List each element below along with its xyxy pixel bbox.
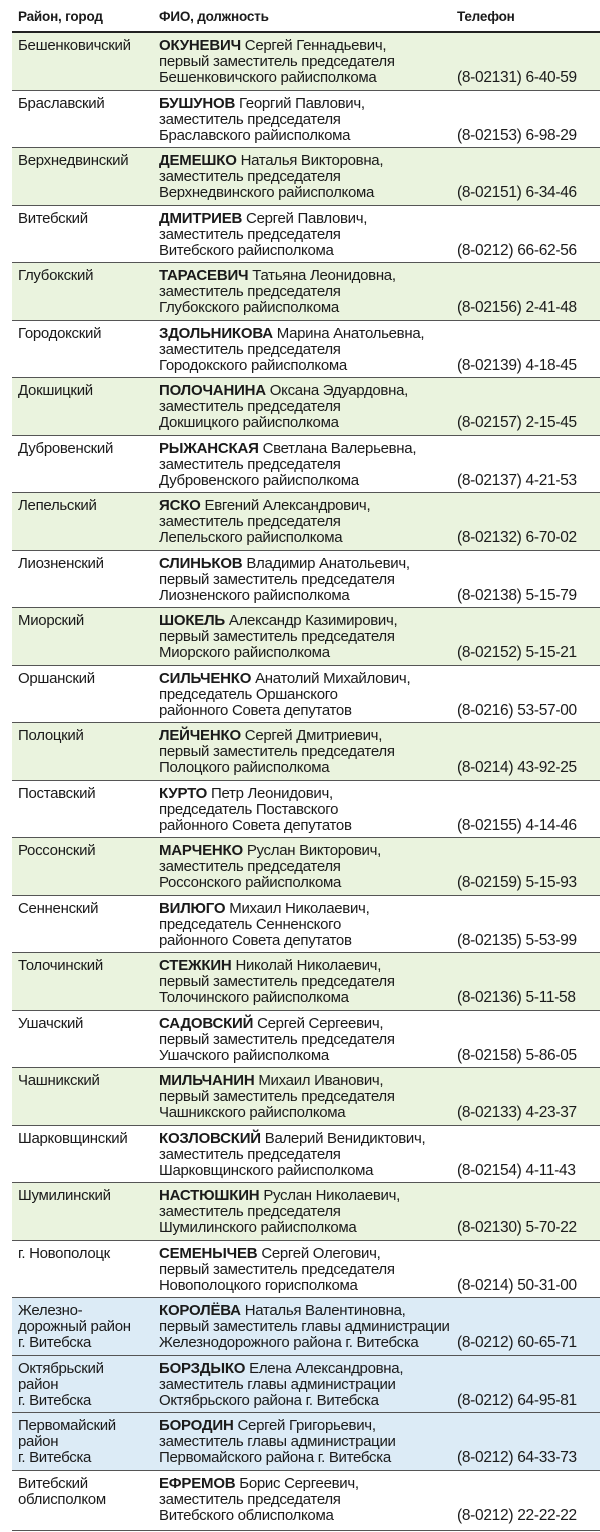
position-line-2: Лиозненского райисполкома	[159, 586, 350, 604]
person-name: БУШУНОВ Георгий Павлович,	[159, 94, 365, 112]
table-row	[12, 1241, 600, 1299]
area-cell: Браславский	[18, 94, 105, 112]
person-name: МАРЧЕНКО Руслан Викторович,	[159, 842, 381, 859]
surname: БОРЗДЫКО	[159, 1359, 246, 1377]
position-line-1: председатель Оршанского	[159, 685, 338, 703]
position-line-2: Миорского райисполкома	[159, 644, 330, 661]
position-line-1: заместитель председателя	[159, 513, 341, 530]
given-names: Николай Николаевич	[235, 957, 378, 974]
area-cell: Шумилинский	[18, 1187, 111, 1204]
person-name: ЗДОЛЬНИКОВА Марина Анатольевна,	[159, 324, 425, 342]
phone-cell: (8-02155) 4-14-46	[457, 816, 577, 834]
person-name: ВИЛЮГО Михаил Николаевич,	[159, 899, 370, 917]
table-row	[12, 263, 600, 321]
position-line-2: Шарковщинского райисполкома	[159, 1161, 374, 1179]
phone-cell: (8-02153) 6-98-29	[457, 126, 577, 144]
person-name: ДМИТРИЕВ Сергей Павлович,	[159, 209, 368, 227]
given-names: Георгий Павлович	[238, 94, 361, 112]
area-cell: Оршанский	[18, 669, 95, 687]
given-names: Александр Казимирович	[228, 612, 394, 629]
position-line-2: Первомайского района г. Витебска	[159, 1449, 391, 1466]
given-names: Наталья Викторовна	[240, 152, 380, 169]
phone-cell: (8-02152) 5-15-21	[457, 644, 577, 661]
person-name: ЕФРЕМОВ Борис Сергеевич,	[159, 1474, 359, 1492]
table-row	[12, 378, 600, 436]
phone-cell: (8-0212) 60-65-71	[457, 1334, 577, 1351]
person-name: САДОВСКИЙ Сергей Сергеевич,	[159, 1014, 384, 1032]
position-line-2: Глубокского райисполкома	[159, 299, 339, 316]
person-name: КУРТО Петр Леонидович,	[159, 784, 333, 802]
person-name: СИЛЬЧЕНКО Анатолий Михайлович,	[159, 669, 411, 687]
given-names: Михаил Николаевич	[229, 899, 366, 917]
surname: БУШУНОВ	[159, 94, 236, 112]
surname: РЫЖАНСКАЯ	[159, 439, 259, 457]
area-cell: Городокский	[18, 324, 102, 342]
table-row	[12, 436, 600, 494]
position-line-1: заместитель председателя	[159, 858, 341, 875]
given-names: Сергей Григорьевич	[237, 1417, 372, 1434]
surname: ЯСКО	[159, 497, 201, 514]
surname: ПОЛОЧАНИНА	[159, 382, 266, 399]
surname: СИЛЬЧЕНКО	[159, 669, 252, 687]
phone-cell: (8-02133) 4-23-37	[457, 1104, 577, 1121]
table-body	[12, 33, 600, 1531]
person-name: КОРОЛЁВА Наталья Валентиновна,	[159, 1302, 406, 1319]
table-row	[12, 551, 600, 609]
position-line-2: Октябрьского района г. Витебска	[159, 1391, 379, 1409]
given-names: Михаил Иванович	[258, 1072, 380, 1089]
surname: САДОВСКИЙ	[159, 1014, 254, 1032]
person-name: БОРЗДЫКО Елена Александровна,	[159, 1359, 404, 1377]
position-line-2: Железнодорожного района г. Витебска	[159, 1334, 419, 1351]
table-header	[12, 0, 600, 33]
position-line-1: первый заместитель председателя	[159, 973, 395, 990]
given-names: Борис Сергеевич	[239, 1474, 355, 1492]
phone-cell: (8-0216) 53-57-00	[457, 701, 577, 719]
phone-cell: (8-02132) 6-70-02	[457, 529, 577, 546]
position-line-2: Докшицкого райисполкома	[159, 414, 339, 431]
position-line-1: заместитель председателя	[159, 110, 341, 128]
position-line-1: заместитель председателя	[159, 340, 341, 358]
position-line-2: Дубровенского райисполкома	[159, 471, 359, 489]
position-line-1: заместитель председателя	[159, 1145, 341, 1163]
table-row	[12, 1471, 600, 1531]
person-name: ДЕМЕШКО Наталья Викторовна,	[159, 152, 384, 169]
given-names: Руслан Николаевич	[263, 1187, 397, 1204]
table-row	[12, 33, 600, 91]
phone-cell: (8-0212) 66-62-56	[457, 241, 577, 259]
given-names: Валерий Венидиктович	[264, 1129, 422, 1147]
area-cell: Бешенковичский	[18, 37, 131, 54]
area-cell: Витебский	[18, 209, 88, 227]
phone-cell: (8-02135) 5-53-99	[457, 931, 577, 949]
phone-cell: (8-02156) 2-41-48	[457, 299, 577, 316]
surname: БОРОДИН	[159, 1417, 234, 1434]
surname: ЛЕЙЧЕНКО	[159, 727, 241, 744]
surname: МИЛЬЧАНИН	[159, 1072, 255, 1089]
phone-cell: (8-02137) 4-21-53	[457, 471, 577, 489]
position-line-1: заместитель председателя	[159, 225, 341, 243]
surname: ЕФРЕМОВ	[159, 1474, 236, 1492]
area-cell: Лиозненский	[18, 554, 104, 572]
table-row	[12, 1011, 600, 1069]
area-cell: Железно- дорожный район г. Витебска	[18, 1302, 131, 1351]
position-line-2: Лепельского райисполкома	[159, 529, 343, 546]
surname: ДЕМЕШКО	[159, 152, 237, 169]
surname: ОКУНЕВИЧ	[159, 37, 241, 54]
position-line-1: первый заместитель председателя	[159, 570, 395, 588]
given-names: Наталья Валентиновна	[244, 1302, 402, 1319]
surname: КОРОЛЁВА	[159, 1302, 241, 1319]
person-name: СЕМЕНЫЧЕВ Сергей Олегович,	[159, 1244, 381, 1262]
position-line-2: районного Совета депутатов	[159, 931, 352, 949]
position-line-1: заместитель главы администрации	[159, 1433, 396, 1450]
position-line-1: заместитель председателя	[159, 283, 341, 300]
phone-cell: (8-02130) 5-70-22	[457, 1219, 577, 1236]
given-names: Елена Александровна	[249, 1359, 400, 1377]
area-cell: Сенненский	[18, 899, 99, 917]
position-line-2: районного Совета депутатов	[159, 701, 352, 719]
person-name: НАСТЮШКИН Руслан Николаевич,	[159, 1187, 401, 1204]
position-line-1: заместитель председателя	[159, 168, 341, 185]
position-line-2: районного Совета депутатов	[159, 816, 352, 834]
position-line-1: заместитель председателя	[159, 1203, 341, 1220]
phone-cell: (8-0212) 64-33-73	[457, 1449, 577, 1466]
person-name: ЯСКО Евгений Александрович,	[159, 497, 371, 514]
position-line-1: первый заместитель председателя	[159, 743, 395, 760]
person-name: ЛЕЙЧЕНКО Сергей Дмитриевич,	[159, 727, 383, 744]
area-cell: Витебский облисполком	[18, 1474, 106, 1508]
phone-cell: (8-02154) 4-11-43	[457, 1161, 576, 1179]
position-line-2: Витебского райисполкома	[159, 241, 334, 259]
surname: КУРТО	[159, 784, 208, 802]
area-cell: Поставский	[18, 784, 96, 802]
surname: МАРЧЕНКО	[159, 842, 243, 859]
position-line-2: Витебского облисполкома	[159, 1506, 334, 1524]
given-names: Сергей Дмитриевич	[244, 727, 379, 744]
given-names: Сергей Геннадьевич	[244, 37, 383, 54]
surname: ЗДОЛЬНИКОВА	[159, 324, 273, 342]
position-line-1: заместитель главы администрации	[159, 1375, 396, 1393]
surname: ВИЛЮГО	[159, 899, 226, 917]
given-names: Петр Леонидович	[211, 784, 329, 802]
table-row	[12, 1356, 600, 1414]
area-cell: Лепельский	[18, 497, 97, 514]
position-line-1: первый заместитель председателя	[159, 1030, 395, 1048]
area-cell: Шарковщинский	[18, 1129, 128, 1147]
table-row	[12, 781, 600, 839]
position-line-1: первый заместитель главы администрации	[159, 1318, 450, 1335]
given-names: Оксана Эдуардовна	[269, 382, 405, 399]
surname: КОЗЛОВСКИЙ	[159, 1129, 261, 1147]
area-cell: Толочинский	[18, 957, 103, 974]
given-names: Руслан Викторович	[246, 842, 378, 859]
position-line-1: первый заместитель председателя	[159, 1088, 395, 1105]
table-row	[12, 321, 600, 379]
given-names: Татьяна Леонидовна	[252, 267, 392, 284]
header-area: Район, город	[18, 9, 103, 24]
area-cell: Ушачский	[18, 1014, 84, 1032]
area-cell: Октябрьский район г. Витебска	[18, 1359, 104, 1409]
person-name: КОЗЛОВСКИЙ Валерий Венидиктович,	[159, 1129, 426, 1147]
given-names: Сергей Сергеевич	[257, 1014, 380, 1032]
table-row	[12, 91, 600, 149]
given-names: Евгений Александрович	[204, 497, 367, 514]
position-line-1: заместитель председателя	[159, 455, 341, 473]
area-cell: Чашникский	[18, 1072, 100, 1089]
table-row	[12, 1126, 600, 1184]
position-line-2: Россонского райисполкома	[159, 874, 342, 891]
area-cell: Первомайский район г. Витебска	[18, 1417, 116, 1466]
position-line-1: председатель Сенненского	[159, 915, 342, 933]
surname: ШОКЕЛЬ	[159, 612, 226, 629]
surname: ТАРАСЕВИЧ	[159, 267, 249, 284]
position-line-2: Шумилинского райисполкома	[159, 1219, 357, 1236]
position-line-1: первый заместитель председателя	[159, 628, 395, 645]
position-line-2: Бешенковичского райисполкома	[159, 69, 377, 86]
phone-cell: (8-02139) 4-18-45	[457, 356, 577, 374]
phone-cell: (8-02157) 2-15-45	[457, 414, 577, 431]
table-row	[12, 838, 600, 896]
header-person: ФИО, должность	[159, 9, 269, 24]
person-name: МИЛЬЧАНИН Михаил Иванович,	[159, 1072, 384, 1089]
phone-cell: (8-02138) 5-15-79	[457, 586, 577, 604]
phone-cell: (8-0214) 50-31-00	[457, 1276, 577, 1294]
phone-cell: (8-02136) 5-11-58	[457, 989, 576, 1006]
table-row	[12, 1413, 600, 1471]
table-row	[12, 1068, 600, 1126]
phone-cell: (8-0212) 64-95-81	[457, 1391, 577, 1409]
table-row	[12, 608, 600, 666]
table-row	[12, 953, 600, 1011]
area-cell: Миорский	[18, 612, 84, 629]
given-names: Марина Анатольевна	[276, 324, 421, 342]
position-line-2: Толочинского райисполкома	[159, 989, 349, 1006]
area-cell: Верхнедвинский	[18, 152, 129, 169]
position-line-2: Ушачского райисполкома	[159, 1046, 329, 1064]
table-row	[12, 206, 600, 264]
table-row	[12, 493, 600, 551]
phone-cell: (8-02158) 5-86-05	[457, 1046, 577, 1064]
table-row	[12, 148, 600, 206]
surname: СТЕЖКИН	[159, 957, 232, 974]
position-line-1: первый заместитель председателя	[159, 53, 395, 70]
table-row	[12, 1298, 600, 1356]
header-phone: Телефон	[457, 9, 515, 24]
area-cell: Полоцкий	[18, 727, 84, 744]
person-name: ТАРАСЕВИЧ Татьяна Леонидовна,	[159, 267, 396, 284]
person-name: РЫЖАНСКАЯ Светлана Валерьевна,	[159, 439, 417, 457]
given-names: Светлана Валерьевна	[262, 439, 413, 457]
area-cell: г. Новополоцк	[18, 1244, 110, 1262]
given-names: Владимир Анатольевич	[246, 554, 406, 572]
person-name: ШОКЕЛЬ Александр Казимирович,	[159, 612, 398, 629]
area-cell: Докшицкий	[18, 382, 93, 399]
given-names: Сергей Олегович	[261, 1244, 377, 1262]
position-line-1: заместитель председателя	[159, 1490, 341, 1508]
phone-cell: (8-0214) 43-92-25	[457, 759, 577, 776]
position-line-1: заместитель председателя	[159, 398, 341, 415]
surname: СЛИНЬКОВ	[159, 554, 243, 572]
position-line-1: председатель Поставского	[159, 800, 339, 818]
person-name: ПОЛОЧАНИНА Оксана Эдуардовна,	[159, 382, 409, 399]
surname: СЕМЕНЫЧЕВ	[159, 1244, 258, 1262]
position-line-2: Городокского райисполкома	[159, 356, 347, 374]
table-row	[12, 723, 600, 781]
phone-cell: (8-02159) 5-15-93	[457, 874, 577, 891]
position-line-2: Новополоцкого горисполкома	[159, 1276, 358, 1294]
area-cell: Россонский	[18, 842, 96, 859]
phone-cell: (8-02151) 6-34-46	[457, 184, 577, 201]
table-row	[12, 1183, 600, 1241]
person-name: БОРОДИН Сергей Григорьевич,	[159, 1417, 376, 1434]
phone-cell: (8-0212) 22-22-22	[457, 1506, 577, 1524]
surname: НАСТЮШКИН	[159, 1187, 260, 1204]
position-line-2: Полоцкого райисполкома	[159, 759, 330, 776]
position-line-2: Браславского райисполкома	[159, 126, 351, 144]
table-row	[12, 666, 600, 724]
given-names: Анатолий Михайлович	[255, 669, 407, 687]
table-row	[12, 896, 600, 954]
position-line-2: Чашникского райисполкома	[159, 1104, 346, 1121]
area-cell: Дубровенский	[18, 439, 114, 457]
surname: ДМИТРИЕВ	[159, 209, 243, 227]
person-name: СЛИНЬКОВ Владимир Анатольевич,	[159, 554, 410, 572]
area-cell: Глубокский	[18, 267, 94, 284]
person-name: СТЕЖКИН Николай Николаевич,	[159, 957, 382, 974]
position-line-2: Верхнедвинского райисполкома	[159, 184, 375, 201]
person-name: ОКУНЕВИЧ Сергей Геннадьевич,	[159, 37, 387, 54]
position-line-1: первый заместитель председателя	[159, 1260, 395, 1278]
given-names: Сергей Павлович	[246, 209, 364, 227]
phone-cell: (8-02131) 6-40-59	[457, 69, 577, 86]
